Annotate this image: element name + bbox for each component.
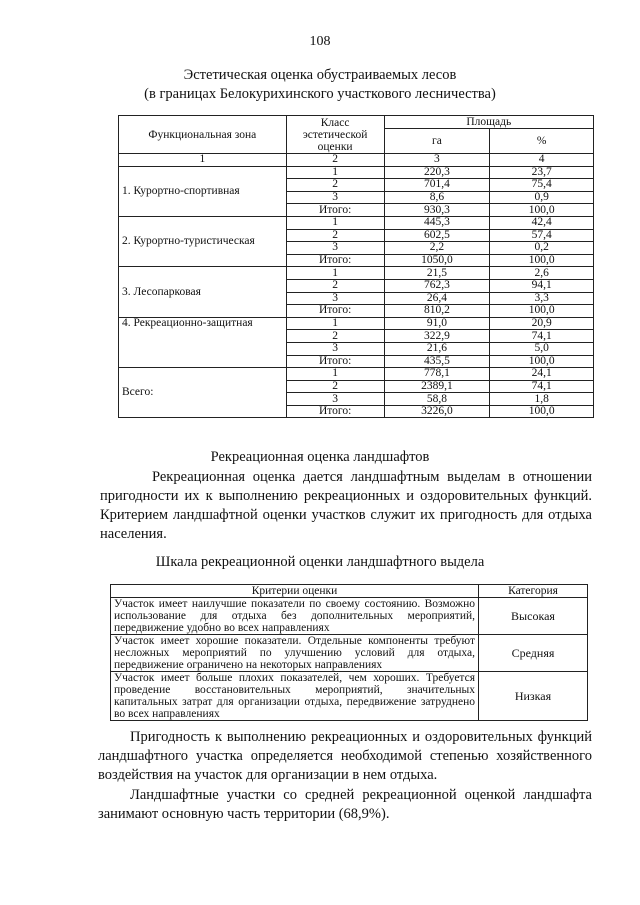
area-percent-cell: 75,4 [490, 179, 594, 192]
recreational-paragraph: Рекреационная оценка дается ландшафтным выделам в отношении пригодности их к выполнению рекреационных и оздоровительных функций. Критерием ландшафтной оценки участков служит их пригодность для отдыха населения. [100, 469, 592, 542]
zone-name: 3. Лесопарковая [119, 267, 287, 317]
area-percent-cell: 23,7 [490, 166, 594, 179]
area-ha-cell: 778,1 [384, 368, 490, 381]
area-ha-cell: 930,3 [384, 204, 490, 217]
class-cell: 2 [286, 229, 384, 242]
recreational-scale-table [110, 584, 588, 721]
table-row [119, 166, 594, 179]
area-ha-cell: 58,8 [384, 393, 490, 406]
area-percent-cell: 5,0 [490, 342, 594, 355]
table-row [119, 368, 594, 381]
area-percent-cell: 42,4 [490, 216, 594, 229]
class-cell: 3 [286, 242, 384, 255]
class-cell: 1 [286, 317, 384, 330]
area-percent-cell: 74,1 [490, 380, 594, 393]
table-row [111, 598, 588, 635]
column-number: 2 [286, 154, 384, 167]
class-cell: Итого: [286, 305, 384, 318]
class-cell: 2 [286, 279, 384, 292]
table1-subtitle: (в границах Белокурихинского участкового лесничества) [144, 86, 496, 102]
area-percent-cell: 100,0 [490, 254, 594, 267]
class-cell: Итого: [286, 204, 384, 217]
category-cell: Низкая [479, 672, 588, 721]
category-cell: Средняя [479, 635, 588, 672]
criteria-cell: Участок имеет наилучшие показатели по своему состоянию. Возможно использование для отдыха без дополнительных мероприятий, передвижение удобно во всех направлениях [111, 598, 479, 635]
criteria-cell: Участок имеет хорошие показатели. Отдельные компоненты требуют несложных мероприятий по улучшению условий для отдыха, передвижение ограничено на некоторых направлениях [111, 635, 479, 672]
table-row [111, 635, 588, 672]
section-title: Рекреационная оценка ландшафтов [210, 449, 430, 465]
zone-name: 4. Рекреационно-защитная [119, 317, 287, 367]
table-row [119, 216, 594, 229]
class-cell: 2 [286, 179, 384, 192]
zone-name: 2. Курортно-туристическая [119, 216, 287, 266]
criteria-cell: Участок имеет больше плохих показателей, чем хороших. Требуется проведение восстановительных мероприятий, значительных капитальных затрат для организации отдыха, передвижение затруднено во всех направлениях [111, 672, 479, 721]
class-cell: Итого: [286, 405, 384, 418]
area-percent-cell: 100,0 [490, 305, 594, 318]
area-percent-cell: 100,0 [490, 204, 594, 217]
page-number: 108 [309, 34, 331, 49]
area-percent-cell: 100,0 [490, 355, 594, 368]
area-percent-cell: 3,3 [490, 292, 594, 305]
closing-paragraph-1: Пригодность к выполнению рекреационных и оздоровительных функций ландшафтного участка определяется необходимой степенью хозяйственного воздействия на участок для организации в нем отдыха. [98, 729, 592, 783]
class-cell: 1 [286, 166, 384, 179]
header-category: Категория [479, 585, 588, 598]
area-ha-cell: 435,5 [384, 355, 490, 368]
area-percent-cell: 74,1 [490, 330, 594, 343]
area-ha-cell: 220,3 [384, 166, 490, 179]
area-ha-cell: 701,4 [384, 179, 490, 192]
class-cell: 2 [286, 380, 384, 393]
area-percent-cell: 24,1 [490, 368, 594, 381]
area-ha-cell: 762,3 [384, 279, 490, 292]
area-ha-cell: 322,9 [384, 330, 490, 343]
class-cell: Итого: [286, 355, 384, 368]
class-cell: 3 [286, 292, 384, 305]
area-ha-cell: 445,3 [384, 216, 490, 229]
table1-title: Эстетическая оценка обустраиваемых лесов [183, 67, 457, 83]
table-row [111, 672, 588, 721]
area-percent-cell: 1,8 [490, 393, 594, 406]
area-ha-cell: 2389,1 [384, 380, 490, 393]
area-percent-cell: 100,0 [490, 405, 594, 418]
closing-paragraph-2: Ландшафтные участки со средней рекреационной оценкой ландшафта занимают основную часть территории (68,9%). [98, 787, 592, 822]
area-percent-cell: 94,1 [490, 279, 594, 292]
class-cell: 1 [286, 216, 384, 229]
area-ha-cell: 8,6 [384, 191, 490, 204]
aesthetic-assessment-table [118, 115, 594, 418]
area-percent-cell: 0,2 [490, 242, 594, 255]
header-percent: % [490, 129, 594, 154]
column-number: 4 [490, 154, 594, 167]
area-ha-cell: 21,5 [384, 267, 490, 280]
area-percent-cell: 20,9 [490, 317, 594, 330]
class-cell: 1 [286, 267, 384, 280]
class-cell: 3 [286, 393, 384, 406]
class-cell: 2 [286, 330, 384, 343]
table-row [119, 317, 594, 330]
class-cell: 3 [286, 191, 384, 204]
area-ha-cell: 1050,0 [384, 254, 490, 267]
area-ha-cell: 91,0 [384, 317, 490, 330]
area-percent-cell: 57,4 [490, 229, 594, 242]
header-class: Класс эстетической оценки [286, 116, 384, 154]
table2-title: Шкала рекреационной оценки ландшафтного выдела [155, 554, 485, 570]
area-ha-cell: 3226,0 [384, 405, 490, 418]
header-zone: Функциональная зона [119, 116, 287, 154]
area-ha-cell: 810,2 [384, 305, 490, 318]
header-ha: га [384, 129, 490, 154]
zone-name: Всего: [119, 368, 287, 418]
area-ha-cell: 26,4 [384, 292, 490, 305]
area-ha-cell: 602,5 [384, 229, 490, 242]
category-cell: Высокая [479, 598, 588, 635]
zone-name: 1. Курортно-спортивная [119, 166, 287, 216]
header-area: Площадь [384, 116, 593, 129]
column-number: 3 [384, 154, 490, 167]
table-row [119, 267, 594, 280]
header-criteria: Критерии оценки [111, 585, 479, 598]
class-cell: 1 [286, 368, 384, 381]
class-cell: 3 [286, 342, 384, 355]
column-number: 1 [119, 154, 287, 167]
area-ha-cell: 2,2 [384, 242, 490, 255]
class-cell: Итого: [286, 254, 384, 267]
area-ha-cell: 21,6 [384, 342, 490, 355]
area-percent-cell: 2,6 [490, 267, 594, 280]
area-percent-cell: 0,9 [490, 191, 594, 204]
